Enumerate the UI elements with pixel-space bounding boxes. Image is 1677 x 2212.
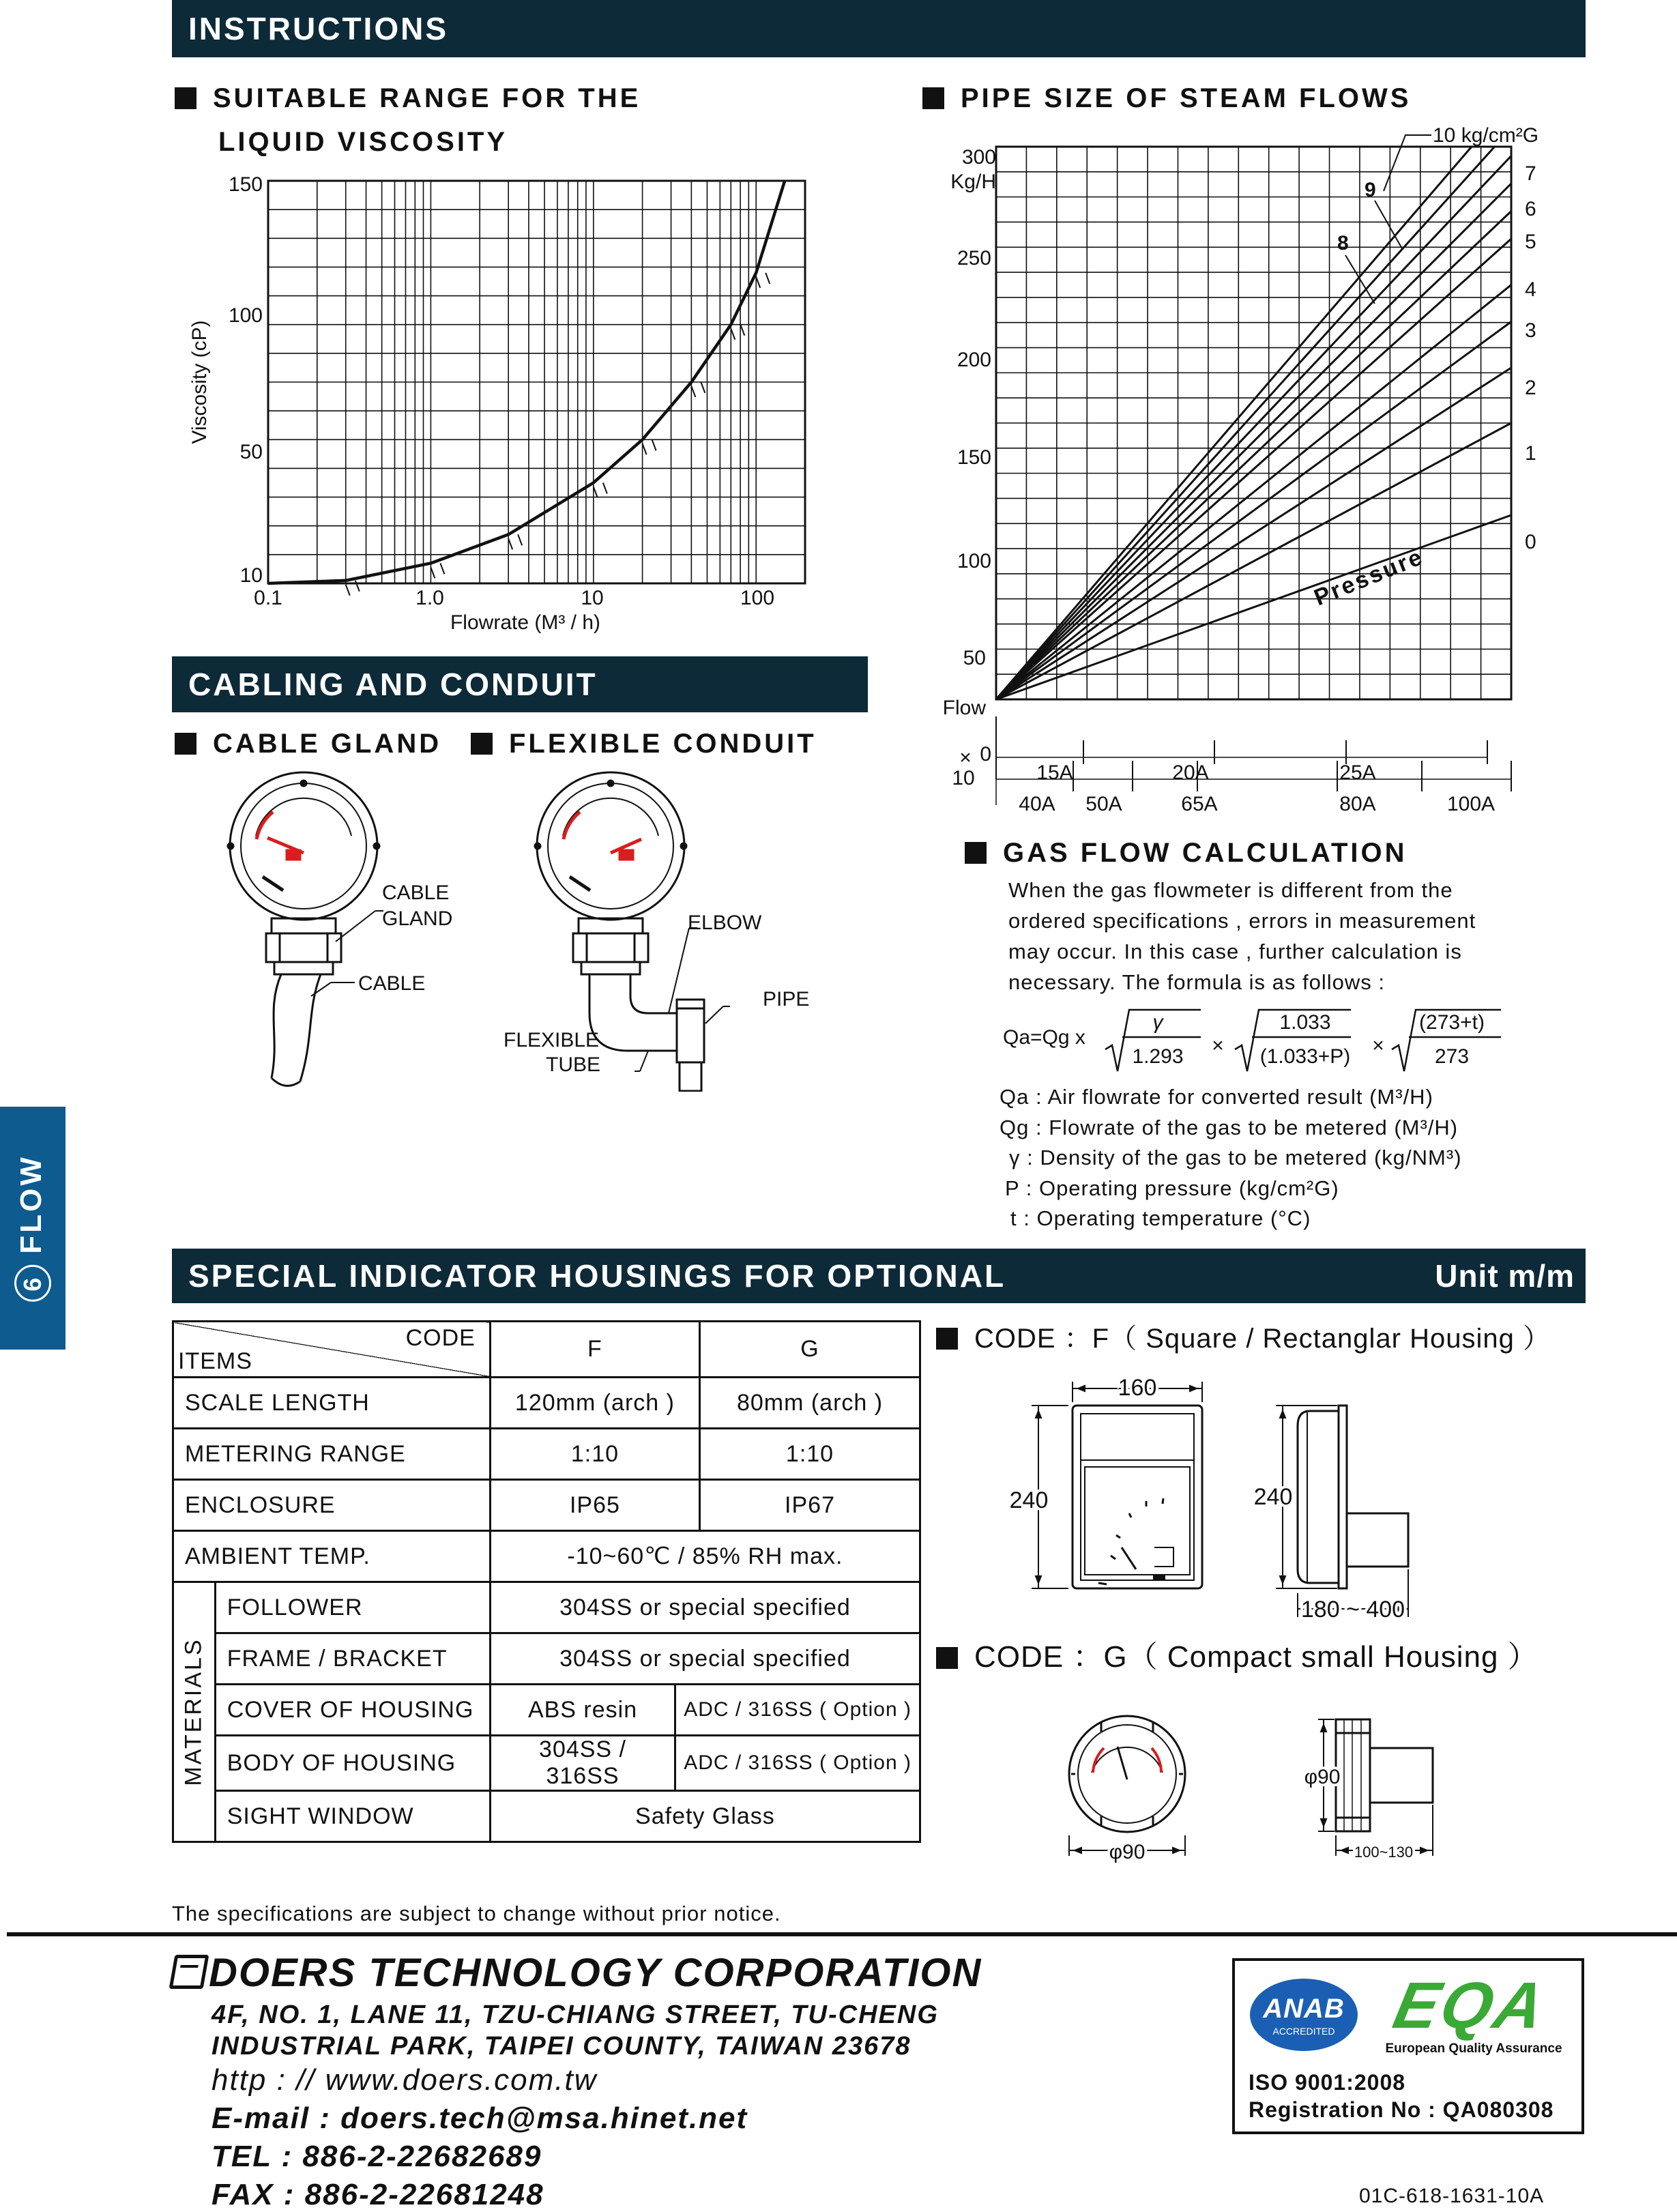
steam-heading: PIPE SIZE OF STEAM FLOWS <box>922 83 1411 114</box>
label-cable-gland-2: GLAND <box>382 907 453 930</box>
pipe-40a: 40A <box>1019 793 1055 815</box>
square-bullet-icon <box>175 733 196 755</box>
steam-line-label-1: 1 <box>1525 442 1536 465</box>
gas-formula <box>996 1003 1515 1078</box>
steam-series-line <box>996 156 1511 700</box>
company-address-1: 4F, NO. 1, LANE 11, TZU-CHIANG STREET, TU-CHENG <box>212 2000 939 2029</box>
table-row: AMBIENT TEMP. -10~60℃ / 85% RH max. <box>173 1531 920 1582</box>
gauge-icon <box>228 772 379 1086</box>
viscosity-hatch-tick <box>740 325 744 336</box>
steam-series-line <box>996 239 1511 699</box>
header-items: ITEMS <box>178 1348 252 1374</box>
square-bullet-icon <box>175 87 196 109</box>
company-email-link[interactable]: E-mail : doers.tech@msa.hinet.net <box>212 2101 748 2135</box>
steam-line-label-7: 7 <box>1525 162 1536 185</box>
gas-definitions: Qa : Air flowrate for converted result (M³/H) Qg : Flowrate of the gas to be metered (M³/H) γ : Density of the gas to be metered (kg/NM³) P : Operating pressure (kg/cm²G) t : Operating temperature (°C) <box>1000 1085 1462 1230</box>
viscosity-hatch-tick <box>508 538 512 549</box>
steam-line-label-5: 5 <box>1525 231 1536 253</box>
visc-xtick-0.1: 0.1 <box>254 587 282 609</box>
steam-series-line <box>996 184 1511 699</box>
square-bullet-icon <box>922 87 944 109</box>
viscosity-hatch-tick <box>346 585 350 596</box>
steam-line-label-0: 0 <box>1525 531 1536 553</box>
steam-series-line <box>996 322 1511 700</box>
side-tab-number: 6 <box>14 1265 51 1302</box>
eqa-subtitle: European Quality Assurance <box>1385 2041 1562 2056</box>
code-f-heading: CODE ：F（ Square / Rectanglar Housing ） <box>936 1317 1551 1356</box>
steam-y-unit: Kg/H <box>950 171 996 193</box>
label-elbow: ELBOW <box>688 912 762 934</box>
pipe-65a: 65A <box>1181 793 1218 815</box>
visc-x-title: Flowrate (M³ / h) <box>450 611 601 634</box>
formula-1033: 1.033 <box>1279 1011 1331 1034</box>
registration-text: Registration No : QA080308 <box>1249 2097 1554 2122</box>
cable-gland-drawing <box>212 771 484 1092</box>
viscosity-hatch-tick <box>518 534 522 545</box>
f-dim-height-side: 240 <box>1253 1484 1293 1510</box>
viscosity-chart <box>184 171 819 635</box>
visc-xtick-1: 1.0 <box>415 587 444 609</box>
viscosity-hatch-tick <box>431 568 435 579</box>
header-g: G <box>700 1322 920 1378</box>
viscosity-hatch-tick <box>691 386 695 397</box>
steam-pressure-top-label: 10 kg/cm²G <box>1433 124 1539 147</box>
housings-bar <box>172 1249 1586 1303</box>
steam-y-200: 200 <box>957 349 991 371</box>
square-bullet-icon <box>936 1647 958 1669</box>
pipe-15a: 15A <box>1036 761 1073 784</box>
materials-label: MATERIALS <box>180 1638 207 1786</box>
steam-y-250: 250 <box>957 247 991 270</box>
cable-gland-heading: CABLE GLAND <box>175 729 441 759</box>
certification-box <box>1232 1958 1584 2134</box>
company-website-link[interactable]: http : // www.doers.com.tw <box>212 2063 598 2097</box>
square-bullet-icon <box>936 1328 958 1350</box>
table-row: BODY OF HOUSING 304SS / 316SS ADC / 316SS ( Option ) <box>173 1736 920 1791</box>
table-row <box>173 1322 920 1378</box>
viscosity-hatch-tick <box>440 564 444 574</box>
flexible-conduit-heading: FLEXIBLE CONDUIT <box>471 729 817 759</box>
label-cable: CABLE <box>358 972 426 995</box>
steam-line-label-4: 4 <box>1525 278 1536 301</box>
square-bullet-icon <box>965 842 987 864</box>
company-tel: TEL : 886-2-22682689 <box>212 2140 542 2173</box>
table-row: COVER OF HOUSING ABS resin ADC / 316SS ( Option ) <box>173 1685 920 1736</box>
steam-series-line <box>996 212 1511 700</box>
steam-y-300: 300 <box>961 146 996 169</box>
steam-mult-x: × <box>959 746 972 769</box>
company-name: DOERS TECHNOLOGY CORPORATION <box>172 1950 982 1996</box>
formula-times-2: × <box>1372 1034 1384 1057</box>
table-row: SCALE LENGTH 120mm (arch ) 80mm (arch ) <box>173 1378 920 1429</box>
pipe-80a: 80A <box>1339 793 1376 815</box>
g-dim-depth: 100~130 <box>1354 1844 1414 1861</box>
steam-y-0: 0 <box>980 743 991 766</box>
label-flexible-tube-2: TUBE <box>546 1053 601 1076</box>
gas-paragraph: When the gas flowmeter is different from the ordered specifications , errors in measurement may occur. In this case , further calculation is necessary. The formula is as follows : <box>1008 878 1476 994</box>
steam-line-label-8: 8 <box>1337 232 1349 254</box>
formula-1033p: (1.033+P) <box>1259 1045 1351 1068</box>
housings-unit: Unit m/m <box>1435 1258 1575 1294</box>
viscosity-hatch-tick <box>652 439 656 450</box>
table-row: SIGHT WINDOW Safety Glass <box>173 1791 920 1842</box>
viscosity-hatch-tick <box>731 329 735 340</box>
doers-logo-icon <box>169 1955 209 1989</box>
steam-pressure-label: Pressure <box>1310 543 1428 611</box>
code-g-drawing <box>1051 1706 1501 1869</box>
viscosity-hatch-tick <box>594 487 598 498</box>
table-row: ENCLOSURE IP65 IP67 <box>173 1480 920 1531</box>
steam-line-label-3: 3 <box>1525 319 1536 342</box>
company-address-2: INDUSTRIAL PARK, TAIPEI COUNTY, TAIWAN 23678 <box>212 2032 912 2061</box>
steam-y-150: 150 <box>957 446 991 469</box>
steam-y-100: 100 <box>957 550 991 572</box>
visc-ytick-10: 10 <box>239 564 263 587</box>
cabling-title: CABLING AND CONDUIT <box>188 667 598 702</box>
iso-text: ISO 9001:2008 <box>1249 2070 1406 2095</box>
f-dim-height: 240 <box>1009 1487 1049 1513</box>
footer-divider <box>7 1932 1677 1936</box>
table-row: MATERIALS FOLLOWER 304SS or special specified <box>173 1582 920 1633</box>
formula-gamma: γ <box>1152 1011 1163 1034</box>
notice-text: The specifications are subject to change without prior notice. <box>172 1902 781 1925</box>
label-pipe: PIPE <box>763 988 810 1010</box>
header-f: F <box>490 1322 699 1378</box>
steam-series-line <box>996 515 1511 699</box>
steam-series-line <box>996 285 1511 700</box>
gas-heading: GAS FLOW CALCULATION <box>965 838 1408 869</box>
code-g-heading: CODE ：G（ Compact small Housing ） <box>936 1632 1539 1676</box>
formula-273: 273 <box>1434 1045 1470 1068</box>
housings-table <box>172 1320 921 1843</box>
steam-chart <box>928 116 1542 826</box>
viscosity-hatch-tick <box>355 581 360 592</box>
visc-xtick-100: 100 <box>740 587 775 609</box>
label-flexible-tube-1: FLEXIBLE <box>504 1029 600 1051</box>
steam-series-line <box>996 423 1511 699</box>
viscosity-hatch-tick <box>701 382 705 393</box>
table-row: FRAME / BRACKET 304SS or special specified <box>173 1633 920 1685</box>
instructions-title: INSTRUCTIONS <box>188 11 448 46</box>
formula-lhs: Qa=Qg x <box>1003 1026 1085 1049</box>
steam-line-label-2: 2 <box>1525 377 1536 399</box>
g-dim-diameter-front: φ90 <box>1109 1841 1146 1863</box>
viscosity-hatch-tick <box>603 483 607 494</box>
header-code: CODE <box>405 1325 476 1351</box>
eqa-logo-icon: EQA <box>1387 1969 1554 2042</box>
visc-ytick-100: 100 <box>228 304 263 327</box>
viscosity-hatch-tick <box>756 277 760 288</box>
visc-ytick-150: 150 <box>228 173 263 196</box>
pipe-25a: 25A <box>1339 761 1376 784</box>
visc-y-title: Viscosity (cP) <box>188 320 211 444</box>
side-tab-flow <box>0 1107 65 1350</box>
square-bullet-icon <box>471 733 493 755</box>
g-dim-diameter-side: φ90 <box>1304 1766 1341 1788</box>
pipe-100a: 100A <box>1446 793 1496 815</box>
anab-logo-icon: ANAB ACCREDITED <box>1250 1979 1358 2051</box>
formula-1293: 1.293 <box>1132 1045 1184 1068</box>
f-dim-depth: 180 ~ 400 <box>1300 1597 1405 1622</box>
viscosity-hatch-tick <box>643 443 647 454</box>
pipe-50a: 50A <box>1085 793 1122 815</box>
formula-times-1: × <box>1212 1034 1224 1057</box>
pipe-20a: 20A <box>1172 761 1209 784</box>
doc-code: 01C-618-1631-10A <box>1359 2185 1545 2207</box>
f-dim-width: 160 <box>1118 1375 1157 1401</box>
materials-label-cell <box>173 1582 216 1842</box>
viscosity-heading: SUITABLE RANGE FOR THE <box>175 83 641 114</box>
label-cable-gland-1: CABLE <box>382 882 450 904</box>
housings-title: SPECIAL INDICATOR HOUSINGS FOR OPTIONAL <box>188 1258 1006 1294</box>
side-tab-text <box>14 1154 51 1302</box>
gauge-icon <box>1069 1716 1185 1832</box>
instructions-bar <box>172 0 1586 57</box>
side-tab-label: FLOW <box>14 1154 48 1254</box>
steam-line-label-9: 9 <box>1365 179 1376 201</box>
steam-mult-10: 10 <box>952 767 975 789</box>
steam-flow-label: Flow <box>942 697 986 719</box>
code-f-drawing <box>996 1365 1542 1624</box>
visc-xtick-10: 10 <box>581 587 604 609</box>
steam-line-label-6: 6 <box>1525 198 1536 220</box>
table-row: METERING RANGE 1:10 1:10 <box>173 1429 920 1480</box>
formula-273t: (273+t) <box>1419 1011 1485 1034</box>
viscosity-heading-2: LIQUID VISCOSITY <box>218 127 508 157</box>
header-code-items <box>173 1322 491 1378</box>
viscosity-hatch-tick <box>765 273 770 284</box>
viscosity-grid <box>268 181 805 583</box>
company-fax: FAX : 886-2-22681248 <box>212 2178 544 2211</box>
cabling-bar <box>172 656 868 712</box>
steam-y-50: 50 <box>963 647 986 669</box>
visc-ytick-50: 50 <box>239 441 263 463</box>
